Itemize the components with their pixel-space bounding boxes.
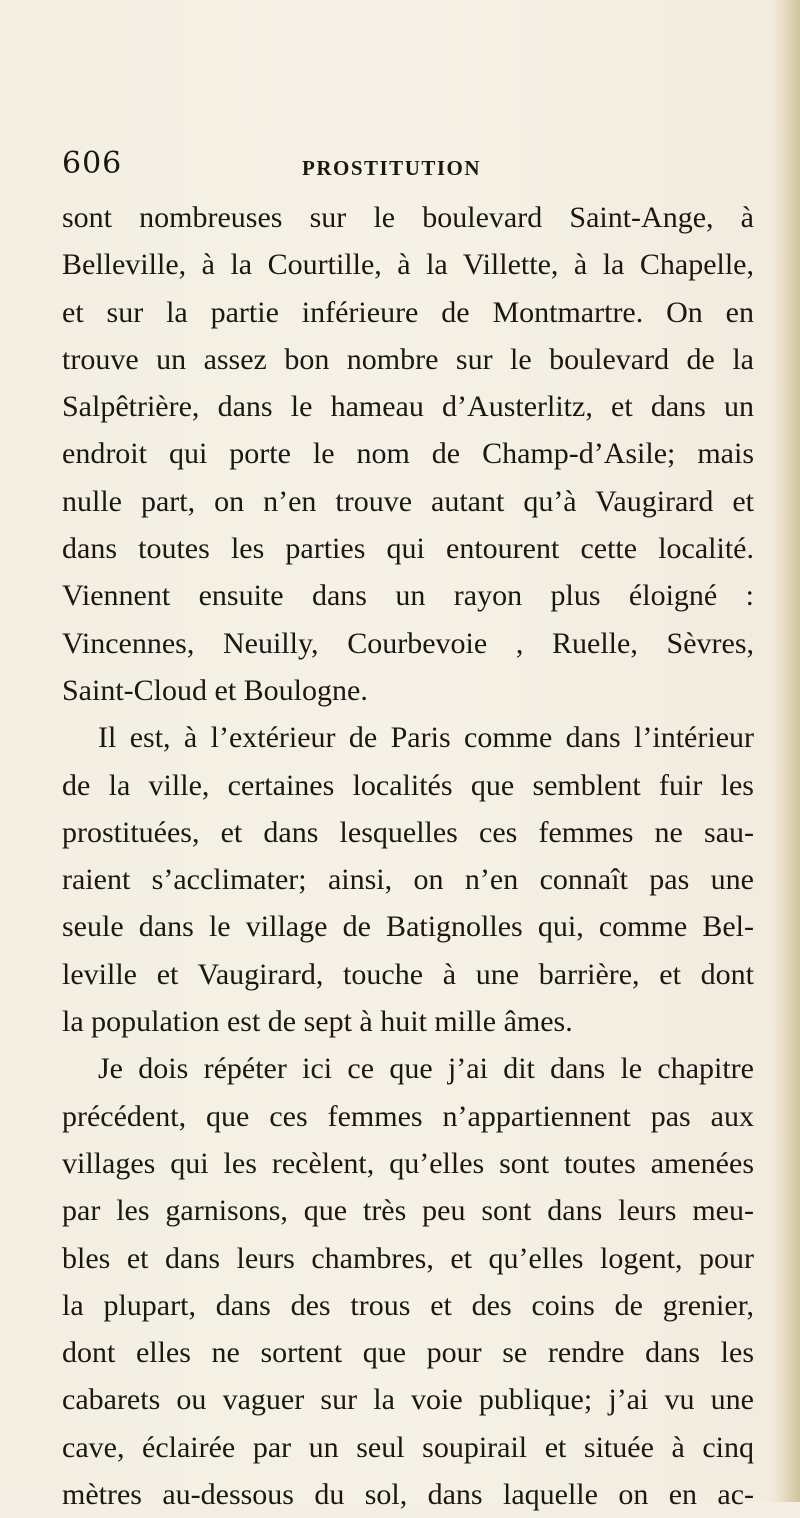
body-text [62, 194, 754, 1518]
text-line: raient s’acclimater; ainsi, on n’en connaît pas une [62, 863, 754, 897]
text-line: Vincennes, Neuilly, Courbevoie , Ruelle, Sèvres, [62, 626, 754, 660]
text-line: cave, éclairée par un seul soupirail et située à cinq [62, 1430, 754, 1464]
text-line: Je dois répéter ici ce que j’ai dit dans le chapitre [98, 1052, 754, 1086]
text-line: cabarets ou vaguer sur la voie publique; j’ai vu une [62, 1383, 754, 1417]
text-line: dont elles ne sortent que pour se rendre dans les [62, 1336, 754, 1370]
text-line: trouve un assez bon nombre sur le boulevard de la [62, 342, 754, 376]
text-line: précédent, que ces femmes n’appartiennent pas aux [62, 1099, 754, 1133]
text-line: leville et Vaugirard, touche à une barrière, et dont [62, 957, 754, 991]
text-line: bles et dans leurs chambres, et qu’elles logent, pour [62, 1241, 754, 1275]
text-line: Salpêtrière, dans le hameau d’Austerlitz, et dans un [62, 390, 754, 424]
page-edge-shadow [774, 0, 800, 1502]
text-line: mètres au-dessous du sol, dans laquelle on en ac- [62, 1478, 754, 1512]
running-title: PROSTITUTION [302, 156, 482, 180]
text-line: et sur la partie inférieure de Montmartre. On en [62, 295, 754, 329]
page-number: 606 [62, 146, 123, 181]
text-line: de la ville, certaines localités que semblent fuir les [62, 768, 754, 802]
text-line: Viennent ensuite dans un rayon plus éloigné : [62, 579, 754, 613]
text-line: dans toutes les parties qui entourent cette localité. [62, 532, 754, 566]
running-head [62, 146, 752, 186]
text-line: seule dans le village de Batignolles qui, comme Bel- [62, 910, 754, 944]
text-line: Saint-Cloud et Boulogne. [62, 673, 368, 707]
text-line: la plupart, dans des trous et des coins de grenier, [62, 1288, 754, 1322]
text-line: villages qui les recèlent, qu’elles sont toutes amenées [62, 1146, 754, 1180]
text-line: Il est, à l’extérieur de Paris comme dans l’intérieur [98, 721, 754, 755]
text-line: la population est de sept à huit mille âmes. [62, 1005, 573, 1039]
text-line: Belleville, à la Courtille, à la Villette, à la Chapelle, [62, 248, 754, 282]
text-line: nulle part, on n’en trouve autant qu’à Vaugirard et [62, 484, 754, 518]
text-line: endroit qui porte le nom de Champ-d’Asile; mais [62, 437, 754, 471]
text-line: par les garnisons, que très peu sont dans leurs meu- [62, 1194, 754, 1228]
text-line: prostituées, et dans lesquelles ces femmes ne sau- [62, 815, 754, 849]
text-line: sont nombreuses sur le boulevard Saint-Ange, à [62, 201, 754, 234]
